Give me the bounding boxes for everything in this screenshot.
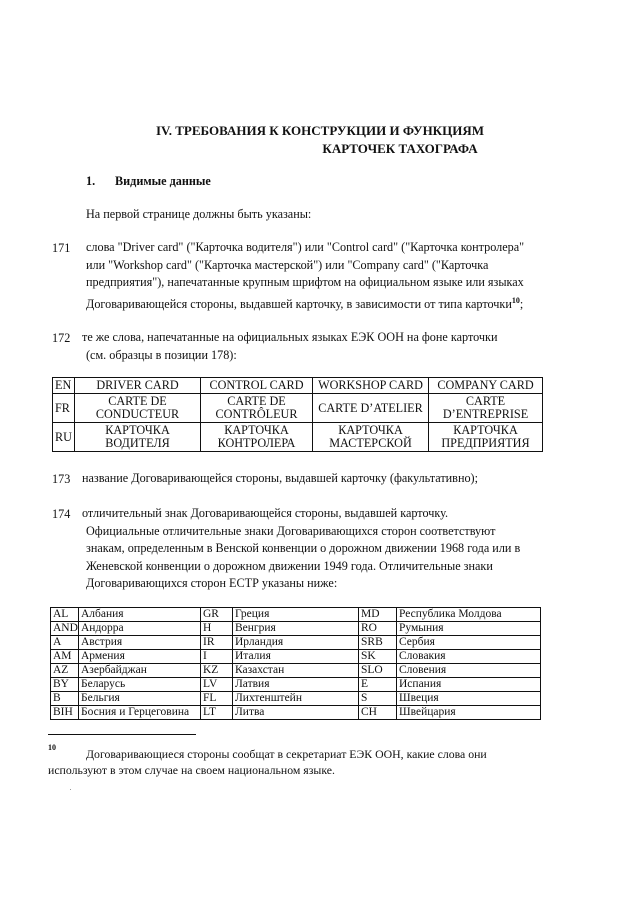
item-line: Договаривающихся сторон ЕСТР указаны ниже:	[86, 576, 338, 590]
country-code: LT	[201, 706, 233, 720]
country-code: B	[51, 692, 79, 706]
footnote-rule	[48, 734, 196, 735]
country-name: Азербайджан	[79, 664, 201, 678]
item-number: 172	[52, 331, 71, 345]
footnote-line1: Договаривающиеся стороны сообщат в секретариат ЕЭК ООН, какие слова они	[86, 747, 487, 761]
country-code: AND	[51, 622, 79, 636]
item-line: слова "Driver card" ("Карточка водителя") или "Control card" ("Карточка контролера"	[86, 240, 525, 254]
country-name: Швеция	[397, 692, 541, 706]
country-code: AZ	[51, 664, 79, 678]
country-name: Литва	[233, 706, 359, 720]
country-code: S	[359, 692, 397, 706]
country-name: Беларусь	[79, 678, 201, 692]
item-number: 174	[52, 507, 71, 521]
table-cell: CONTROL CARD	[201, 378, 313, 394]
footnote-ref: 10	[511, 295, 520, 305]
table-cell: CARTE D’ENTREPRISE	[429, 394, 543, 423]
footnote-line2: используют в этом случае на своем национальном языке.	[48, 763, 335, 777]
country-name: Италия	[233, 650, 359, 664]
country-code: BIH	[51, 706, 79, 720]
country-code: CH	[359, 706, 397, 720]
country-code: KZ	[201, 664, 233, 678]
country-name: Греция	[233, 608, 359, 622]
country-name: Лихтенштейн	[233, 692, 359, 706]
table-row	[51, 622, 541, 636]
country-name: Венгрия	[233, 622, 359, 636]
item-line: предприятия"), напечатанные крупным шрифтом на официальном языке или языках	[86, 275, 524, 289]
table-row	[53, 378, 543, 394]
footnote-number: 10	[48, 743, 56, 752]
country-name: Босния и Герцеговина	[79, 706, 201, 720]
country-name: Армения	[79, 650, 201, 664]
intro-text: На первой странице должны быть указаны:	[86, 207, 312, 221]
table-row	[51, 692, 541, 706]
country-code: SLO	[359, 664, 397, 678]
table-row	[51, 706, 541, 720]
language-code: EN	[53, 378, 75, 394]
section-title-line1: IV. ТРЕБОВАНИЯ К КОНСТРУКЦИИ И ФУНКЦИЯМ	[155, 123, 484, 138]
item-number: 173	[52, 472, 71, 486]
country-code: GR	[201, 608, 233, 622]
table-row	[51, 650, 541, 664]
country-name: Румыния	[397, 622, 541, 636]
table-cell: DRIVER CARD	[75, 378, 201, 394]
language-code: FR	[53, 394, 75, 423]
item-171-text	[86, 239, 606, 313]
table-cell: КАРТОЧКА МАСТЕРСКОЙ	[313, 423, 429, 452]
table-row	[51, 678, 541, 692]
table-cell: CARTE DE CONDUCTEUR	[75, 394, 201, 423]
item-line: Официальные отличительные знаки Договаривающихся сторон соответствуют	[86, 523, 496, 538]
item-line: Договаривающейся стороны, выдавшей карточку, в зависимости от типа карточки$^{10}$;	[86, 295, 524, 311]
item-172-text	[82, 329, 602, 364]
country-name: Бельгия	[79, 692, 201, 706]
country-code: SRB	[359, 636, 397, 650]
item-line: Женевской конвенции о дорожном движении 1949 года. Отличительные знаки	[86, 558, 493, 573]
country-code: AM	[51, 650, 79, 664]
country-name: Албания	[79, 608, 201, 622]
country-code: LV	[201, 678, 233, 692]
table-cell: КАРТОЧКА ПРЕДПРИЯТИЯ	[429, 423, 543, 452]
item-line: отличительный знак Договаривающейся стороны, выдавшей карточку.	[82, 506, 449, 520]
country-name: Ирландия	[233, 636, 359, 650]
table-cell: КАРТОЧКА КОНТРОЛЕРА	[201, 423, 313, 452]
table-cell: COMPANY CARD	[429, 378, 543, 394]
item-number: 171	[52, 241, 71, 255]
table-row	[51, 636, 541, 650]
country-name: Словения	[397, 664, 541, 678]
table-row	[53, 423, 543, 452]
country-name: Словакия	[397, 650, 541, 664]
country-code: I	[201, 650, 233, 664]
country-name: Республика Молдова	[397, 608, 541, 622]
scan-speck	[70, 789, 71, 790]
country-name: Казахстан	[233, 664, 359, 678]
country-code: MD	[359, 608, 397, 622]
country-code: BY	[51, 678, 79, 692]
country-name: Сербия	[397, 636, 541, 650]
country-code: AL	[51, 608, 79, 622]
table-row	[51, 608, 541, 622]
country-name: Швейцария	[397, 706, 541, 720]
country-codes-table	[50, 607, 541, 720]
country-name: Андорра	[79, 622, 201, 636]
country-code: IR	[201, 636, 233, 650]
card-names-table	[52, 377, 543, 452]
table-cell: КАРТОЧКА ВОДИТЕЛЯ	[75, 423, 201, 452]
subsection-number: 1.	[86, 174, 96, 188]
country-code: E	[359, 678, 397, 692]
item-line: или "Workshop card" ("Карточка мастерской") или "Company card" ("Карточка	[86, 257, 489, 272]
table-row	[51, 664, 541, 678]
section-title-line2: КАРТОЧЕК ТАХОГРАФА	[322, 141, 478, 156]
country-name: Австрия	[79, 636, 201, 650]
table-row	[53, 394, 543, 423]
item-173-text: название Договаривающейся стороны, выдавшей карточку (факультативно);	[82, 471, 479, 485]
item-174-text	[82, 505, 612, 593]
country-code: RO	[359, 622, 397, 636]
item-line: знакам, определенным в Венской конвенции о дорожном движении 1968 года или в	[86, 541, 521, 555]
country-code: A	[51, 636, 79, 650]
table-cell: CARTE D’ATELIER	[313, 394, 429, 423]
country-code: H	[201, 622, 233, 636]
table-cell: WORKSHOP CARD	[313, 378, 429, 394]
table-cell: CARTE DE CONTRÔLEUR	[201, 394, 313, 423]
item-line: (см. образцы в позиции 178):	[86, 347, 237, 362]
country-code: FL	[201, 692, 233, 706]
subsection-title: Видимые данные	[115, 174, 211, 188]
language-code: RU	[53, 423, 75, 452]
country-name: Испания	[397, 678, 541, 692]
country-code: SK	[359, 650, 397, 664]
country-name: Латвия	[233, 678, 359, 692]
item-line: те же слова, напечатанные на официальных языках ЕЭК ООН на фоне карточки	[82, 330, 498, 344]
